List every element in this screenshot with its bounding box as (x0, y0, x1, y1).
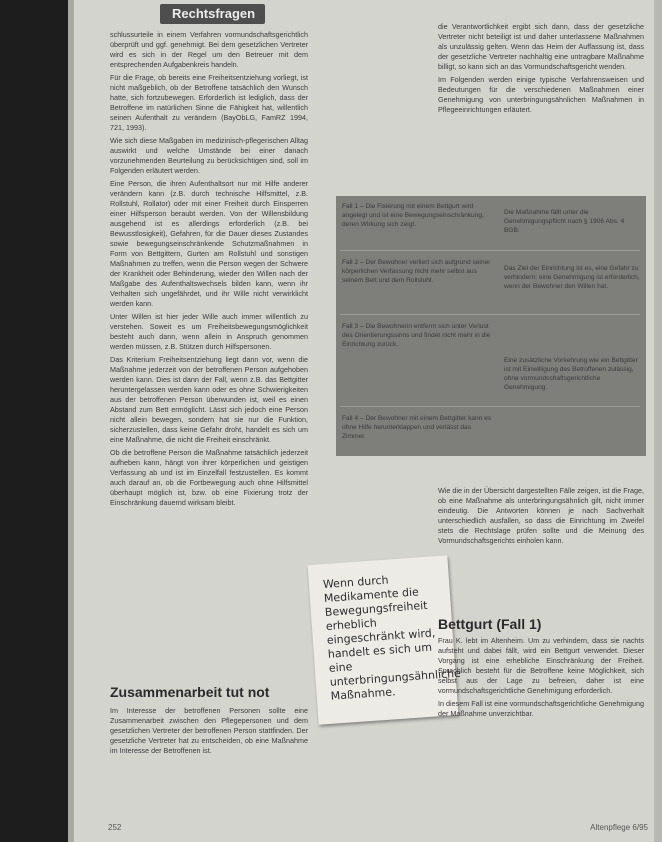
paragraph: Das Kriterium Freiheitsentziehung liegt dann vor, wenn die Maßnahme jederzeit von der betroffenen Person aufgehoben werden kann. Dies ist dann der Fall, wenn z.B. das Bettgitter heruntergelassen werden kann oder es ohne Schwierigkeiten aus der betroffenen Person überwunden ist, weil es einen Abstand zum Bett ermöglicht. Lässt sich jedoch eine Person nicht allein bewegen, sondern hat sie nur die Funktion, sicherzustellen, dass keine Gefahr droht, handelt es sich um eine Maßnahme, die nicht die Freiheit einschränkt. (110, 355, 308, 444)
section-heading-zusammenarbeit: Zusammenarbeit tut not (110, 684, 270, 700)
paragraph: Im Folgenden werden einige typische Verfahrensweisen und Bedeutungen für die verschiedenen Maßnahmen einer Genehmigung von unterbringungsähnlichen Maßnahmen in Pflegeeinrichtungen erläutert. (438, 75, 644, 114)
table-cell-right-2: Das Ziel der Einrichtung ist es, eine Gefahr zu verhindern; eine Genehmigung ist erforderlich, wenn der Bewohner den Willen hat. (504, 265, 640, 290)
table-cell-fall-3: Fall 3 – Die Bewohnerin entfernt sich unter Verlust des Orientierungssinns und findet nicht mehr in die Einrichtung zurück. (342, 323, 491, 348)
paragraph: die Verantwortlichkeit ergibt sich dann, dass der gesetzliche Vertreter nicht beteiligt ist und daher unterlassene Maßnahmen als unzulässig gelten. Wenn das Heim der Auffassung ist, dass der gesetzliche Vertreter nachhaltig eine untragbare Maßnahme billigt, so kann sich an das Vormundschaftsgericht wenden. (438, 22, 644, 71)
paragraph: schlussurteile in einem Verfahren vormundschaftsgerichtlich überprüft und ggf. genehmigt. Bei dem gesetzlichen Vertreter wird es sich in der Regel um den Betreuer mit dem entsprechenden Aufgabenkreis handeln. (110, 30, 308, 69)
paragraph: Frau K. lebt im Altenheim. Um zu verhindern, dass sie nachts aufsteht und dabei fällt, wird ein Bettgurt verwendet. Dieser Vorgang ist eine erhebliche Einschränkung der Freiheit. Sprachlich besteht für die Betroffene keine Möglichkeit, sich selbst aus der Lage zu befreien, daher ist eine vormundschaftsgerichtliche Genehmigung erforderlich. (438, 636, 644, 695)
paragraph: Ob die betroffene Person die Maßnahme tatsächlich jederzeit aufheben kann, hängt von ihrer körperlichen und geistigen Verfassung ab und ist im Einzelfall festzustellen. Es kommt auch darauf an, ob die Fortbewegung auch ohne Hilfsmittel überhaupt möglich ist, bzw. ob eine Fixierung trotz der Einschränkung dauernd wirksam bleibt. (110, 448, 308, 507)
table-divider (340, 406, 640, 407)
table-cell-right-3: Eine zusätzliche Vorkehrung wie ein Bettgitter ist mit Einwilligung des Betroffenen zulässig, ohne vormundschaftsgerichtliche Genehmigung. (504, 357, 638, 391)
paragraph: In diesem Fall ist eine vormundschaftsgerichtliche Genehmigung der Maßnahme unverzichtbar. (438, 699, 644, 718)
table-cell-fall-2: Fall 2 – Der Bewohner verliert sich aufgrund seiner körperlichen Verfassung nicht mehr selbst aus seinem Bett und dem Rollstuhl. (342, 259, 491, 284)
paragraph: Für die Frage, ob bereits eine Freiheitsentziehung vorliegt, ist nicht maßgeblich, ob der Betroffene tatsächlich den Wunsch hatte, sich fortzubewegen. Erforderlich ist lediglich, dass der Betroffene im natürlichen Sinne die Fähigkeit hat, willentlich seinen Aufenthalt zu verändern (BayObLG, FamRZ 1994, 721, 1993). (110, 73, 308, 132)
table-divider (340, 250, 640, 251)
left-column (110, 30, 308, 680)
section-heading-bettgurt: Bettgurt (Fall 1) (438, 616, 542, 632)
page-right-edge (654, 0, 662, 842)
right-column-top (438, 22, 644, 162)
table-cell-fall-4: Fall 4 – Der Bewohner mit einem Bettgitter kann es ohne Hilfe herunterklappen und verlässt das Zimmer. (342, 415, 492, 440)
table-divider (340, 314, 640, 315)
paragraph: Im Interesse der betroffenen Personen sollte eine Zusammenarbeit zwischen den Pflegepersonen und dem gesetzlichen Vertreter der betroffenen Person stattfinden. Der gesetzliche Vertreter hat zu entscheiden, ob eine Maßnahme im Interesse der Betroffenen ist. (110, 706, 308, 755)
page-edge (68, 0, 74, 842)
page-number: 252 (108, 823, 122, 832)
table-cell-right-1: Die Maßnahme fällt unter die Genehmigungspflicht nach § 1906 Abs. 4 BGB. (504, 209, 625, 234)
left-bottom-text (110, 706, 308, 816)
right-column-bottom (438, 636, 644, 812)
paragraph: Wie die in der Übersicht dargestellten Fälle zeigen, ist die Frage, ob eine Maßnahme als unterbringungsähnlich gilt, nicht immer eindeutig. Die Antworten können je nach Sachverhalt unterschiedlich ausfallen, so dass die Einrichtung im Zweifel stets die Rechtslage prüfen sollte und die Meinung des Vormundschaftsgerichts einholen kann. (438, 486, 644, 545)
table-cell-fall-1: Fall 1 – Die Fixierung mit einem Bettgurt wird angelegt und ist eine Bewegungseinschränkung, deren Wirkung sich zeigt. (342, 203, 484, 228)
section-tab: Rechtsfragen (160, 4, 265, 24)
paragraph: Wie sich diese Maßgaben im medizinisch-pflegerischen Alltag auswirkt und welche Umstände bei einer danach vorzunehmenden Beurteilung zu berücksichtigen sind, soll im Folgenden erläutert werden. (110, 136, 308, 175)
paragraph: Unter Willen ist hier jeder Wille auch immer willentlich zu verstehen. Soweit es um Freiheitsbewegungsmöglichkeit besteht auch dann, wenn allein in Anspruch genommen werden müssen, z.B. Stützen durch Hilfspersonen. (110, 312, 308, 351)
right-column-mid (438, 486, 644, 616)
case-overview-table (336, 196, 646, 456)
magazine-name: Altenpflege 6/95 (590, 823, 648, 832)
paragraph: Eine Person, die ihren Aufenthaltsort nur mit Hilfe anderer verändern kann (z.B. durch technische Hilfsmittel, z.B. Rollstuhl, Rollator) oder mit einer Freiheit durch Einsperren einer Hilfsperson beraubt werden. Von der Willensbildung ausgehend ist es allerdings erforderlich (z.B. bei Bewusstlosigkeit), Gefahren, für die Dauer dieses Zustandes sowie bewegungseinschränkende Schutzmaßnahmen in Form von Bettgittern, Gurten am Rollstuhl und sonstigen Maßnahmen zu treffen, wenn die Person wegen der Schwere der Krankheit oder Behinderung, wieder den Willen nach der Maßgabe des Aufenthaltswechsels bilden kann, wenn ihr Verhalten sich ungefährdet, und ihr Wille nicht verwirklicht werden kann. (110, 179, 308, 308)
pull-quote-text: Wenn durch Medikamente die Bewegungsfreiheit erheblich eingeschränkt wird, handelt es sich um eine unterbringungsähnliche Maßnahme. (322, 573, 462, 703)
magazine-page (68, 0, 662, 842)
pull-quote-callout (308, 555, 462, 724)
